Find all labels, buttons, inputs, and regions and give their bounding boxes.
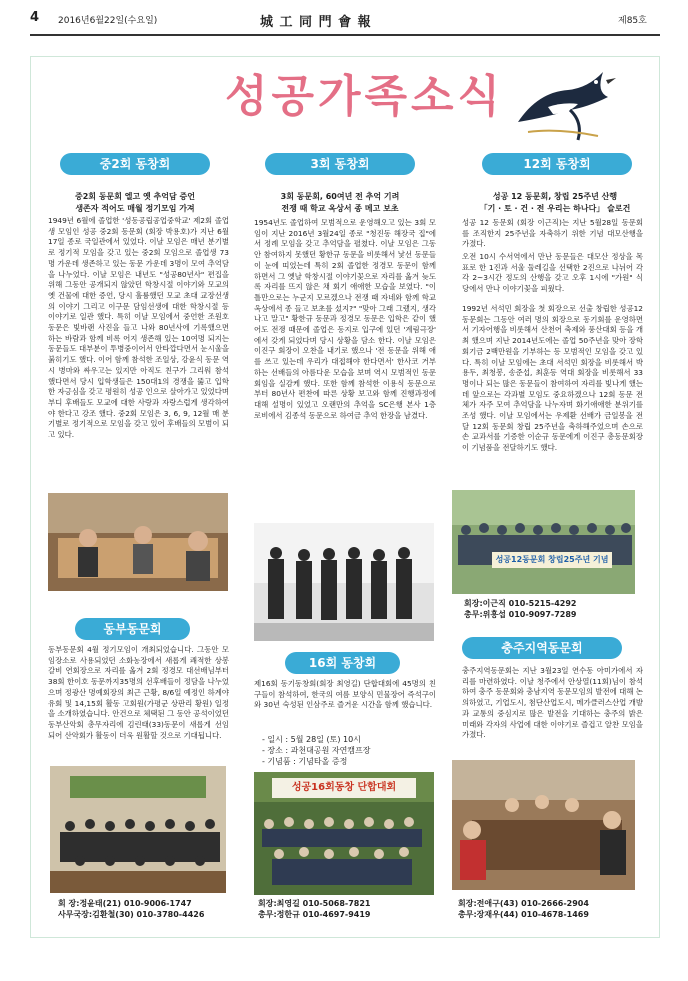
class12-contact-secretary: 총무:위흥섭 010-9097-7289 [464,610,577,619]
header-rule [30,34,660,36]
chungju-dinner-photo [452,760,635,890]
page-header [0,0,688,46]
class16-contact-president: 회장:최영길 010-5068-7821 [258,899,371,908]
class2-article-body: 1949년 6월에 졸업한 '성동공립공업중학교' 제2회 졸업생 모임인 성공 중2회 동문회 (회장 박용호)가 지난 6월 17일 종로 국일관에서 있었다. 이날 모임은 매년 분기별로 정기적 모임을 갖고 있는 중2회 모임으로 졸업생 73명 가운데 생존하고 있는 동문 가운데 3명이 모여 추억담을 나누었다. 이날 모임은 내년도 "성공80년사" 편집을 위해 그동안 공개되지 않았던 학창시절 이야기와 모교의 옛 건물에 대한 증언, 당시 훌륭했던 모교 초대 교장선생의 이야기 그리고 이구문 담임선생에 대한 학창시절 등 이야기로 일관 했다. 특히 이날 모임에서 중언한 조원호 동문은 빛바랜 사진을 들고 나와 80년사에 기록했으면 하는 바람과 함께 비록 어지 생존해 있는 10여명 되지는 동문들도 대부분이 투병중이어서 안타깝다면서 눈시울을 붉히기도 했다. 이어 함께 참석한 조일상, 강윤식 동문 역시 병마와 싸우고는 있지만 아직도 친구가 그리워 참석 했다면서 당시 입학생들은 150대1의 경쟁을 뚫고 입학한 자긍심을 갖고 평원히 성공 인으로 살아가고 있었다며 부디 후배들도 모교에 대한 사랑과 자랑스럽게 생각하여야 한다고 강조 했다. 중2회 모임은 3, 6, 9, 12월 매 분기별로 정기적으로 모임을 갖고 있어 후배들의 모범이 되고 있다. [48,216,229,440]
chungju-contact-president: 회장:전애구(43) 010-2666-2904 [458,899,589,908]
class12-article-history: 1992년 서석민 회장을 첫 회장으로 선출 창립한 성공12 동문회는 그동안 여러 명의 회장으로 동기회를 운영하면서 기자어행을 비롯해서 산천어 축제와 풍산대회 등을 개최 했으며 지난 2014년도에는 졸업 50주년을 맞아 장학회기금 2백만원을 기부하는 등 모범적인 모임을 갖고 있다. 특히 이날 모임에는 초대 서석민 회장을 비롯해서 박용두, 최청봉, 송준섭, 최훈등 역대 회장을 비롯해서 33명이나 되는 많은 동문들이 참여하여 자리를 빛나게 했는데 앞으로는 각과별 모임도 중요하겠으나 12회 동문 전체가 자주 모여 추억담을 나누자며 화기애애한 분위기를 조성 했다. 이날 모임에서는 우제환 선배가 금일봉을 전달 12회 동문회 창립 25주년을 축하해주었으며 손으로 손 교과서를 기증한 이순규 동문에게 이진구 총동문회장이 기념품을 전달하기도 했다. [462,304,643,453]
class2-subheadline-2: 생존자 적어도 매월 정기모임 가져 [75,204,195,213]
class16-crowd-illustration [254,802,434,895]
issue-date: 2016년6월22일(수요일) [58,16,158,26]
class2-subheadline-1: 중2회 동문회 엘고 옛 추억담 증언 [75,192,195,201]
section-title-class12: 12회 동창회 [482,153,632,175]
section-banner-title: 성공가족소식 [225,71,505,122]
class12-subheadline-1: 성공 12 동문회, 창립 25주년 산행 [492,192,618,201]
class16-group-photo [254,772,434,895]
class12-article-hike: 오전 10시 수서역에서 만난 동문들은 대모산 정상을 목표로 한 1진과 서울 둘레길을 선택한 2진으로 나뉘어 각각 2~3시간 정도의 산행을 갖고 오후 1시에 "가원" 식당에서 만나 이야기꽃을 피웠다. [462,252,643,294]
page-number: 4 [30,10,40,25]
class3-group-photo [254,523,434,641]
section-title-class16: 16회 동창회 [285,652,400,674]
section-title-class3: 3회 동창회 [265,153,415,175]
newspaper-title: 城 工 同 門 會 報 [260,15,372,30]
class12-hiking-photo [452,490,635,594]
class16-schedule-gift: - 기념품 : 기념타올 증정 [262,757,348,766]
class12-subheadline-2: 「기 · 토 · 건 · 전 우리는 하나다」 슬로건 [479,204,631,213]
class12-hikers-illustration [452,490,635,594]
section-title-chungju: 충주지역동문회 [462,637,622,659]
magpie-icon [508,62,618,142]
class12-photo-banner: 성공12동문회 창립25주년 기념 [492,552,612,568]
chungju-contact-secretary: 총무:장재우(44) 010-4678-1469 [458,910,589,919]
class12-article-intro: 성공 12 동문회 (회장 이근직)는 지난 5월28일 동문회를 조직한지 25주년을 자축하기 위한 기념 대모산행을 가졌다. [462,218,643,249]
class3-article-body: 1954년도 졸업하여 모범적으로 운영해오고 있는 3회 모임이 지난 2016년 3월24일 종로 "청진동 해장국 집"에서 정례 모임을 갖고 추억담을 펼쳤다. 이날 모임은 그동안 참여하지 못했던 황한규 동문을 비롯해서 낯선 동문들이 눈에 띠었는데 특히 2회 졸업한 정경모 동문이 함께 하면서 그 옛날 학창시절 이야기꽃으로 자리를 옮겨 늦도록 자리를 뜨지 않은 채 회기 애애한 모습을 보였다. "이틀만으로는 누군지 모르겠으나 전쟁 때 자네와 함께 학교 옥상에서 종 들고 보초를 섰지?" "맞아 그래 그랬지, 생각나고 말고" 황한규 동문과 정경모 동문은 입학은 같이 했어도 전쟁 때문에 졸업은 동지로 입구에 있던 '계림극장' 에서 갖게 되었다며 당시 상황을 담소 한다. 이날 모임은 이진구 회장이 오찬을 내기로 했으나 '전 동문을 위해 애를 쓰고 있는데 우리가 대접해야 한다면서' 한사코 거부하는 선배들의 아름다운 모습을 보며 역시 모범적인 동문회임을 실감케 했다. 또한 함께 참석한 이용식 동문으로부터 80년사 편찬에 따른 상황 보고와 함께 진행과정에 대해 설명이 있었고 오랜만의 추억을 SC은행 본사 1층 로비에서 김종석 동문으로 하여금 추억 한장을 남겼다. [254,218,436,420]
issue-number: 제85호 [618,16,647,26]
class16-photo-banner: 성공16회동창 단합대회 [272,778,416,798]
dongbu-group-photo [50,766,226,893]
dongbu-article-body: 동부동문회 4월 정기모임이 개최되었습니다. 그동안 모임장소로 사용되었던 소화농장에서 새롭게 쾌적한 상봉갈비 연회장으로 자리를 옮겨 2회 정경모 대선배님부터 38회 한이호 동문까지35명의 선후배들이 정담을 나누었으며 정광산 명예회장의 최근 근황, 8/6일 예정인 하계야유회 및 14,15회 활동 고회원(가평군 상판리 황원) 일정을 소개하였습니다. 안건으로 체택된 그 동안 공석이었던 동부산악회 총무자리에 김린태(33)동문이 새롭게 선임되어 산악회가 활동이 더욱 원활할 것으로 기대됩니다. [48,645,229,740]
dongbu-contact-president: 회 장:정윤태(21) 010-9006-1747 [58,899,192,908]
class3-subheadline-2: 전쟁 때 학교 옥상서 종 메고 보초 [281,204,399,213]
class12-contact-president: 회장:이근직 010-5215-4292 [464,599,577,608]
class16-schedule-date: - 일시 : 5월 28일 (토) 10시 [262,735,361,744]
class16-article-body: 제16회 동기동창회(회장 최영길) 단합대회에 45명의 친구들이 참석하여, 한국의 여름 보양식 민물장어 즉석구이와 30년 숙성된 인삼주로 즐거운 시간을 함께 했습니다. [254,679,436,710]
section-title-dongbu: 동부동문회 [75,618,190,640]
dongbu-contact-secretary: 사무국장:김환철(30) 010-3780-4426 [58,910,205,919]
section-title-class2: 중2회 동창회 [60,153,210,175]
chungju-article-body: 충주지역동문회는 지난 3월23일 연수동 아미가에서 자리를 마련하였다. 이날 청주에서 안상열(11회)님이 참석하여 충주 동문회와 충남지역 동문모임의 발전에 대해 논의하였고, 기업도시, 첨단산업도시, 메가클러스산업 개발과 교통의 중심지로 많은 발전을 기대하는 충주의 밝은 미래와 각자의 사업에 대한 이야기로 즐겁고 알찬 모임을 가졌다. [462,666,643,740]
class2-meeting-photo [48,493,228,591]
class16-schedule-place: - 장소 : 과천대공원 자연캠프장 [262,746,371,755]
class3-subheadline-1: 3회 동문회, 60여년 전 추억 기려 [280,192,400,201]
class16-contact-secretary: 총무:정한규 010-4697-9419 [258,910,371,919]
